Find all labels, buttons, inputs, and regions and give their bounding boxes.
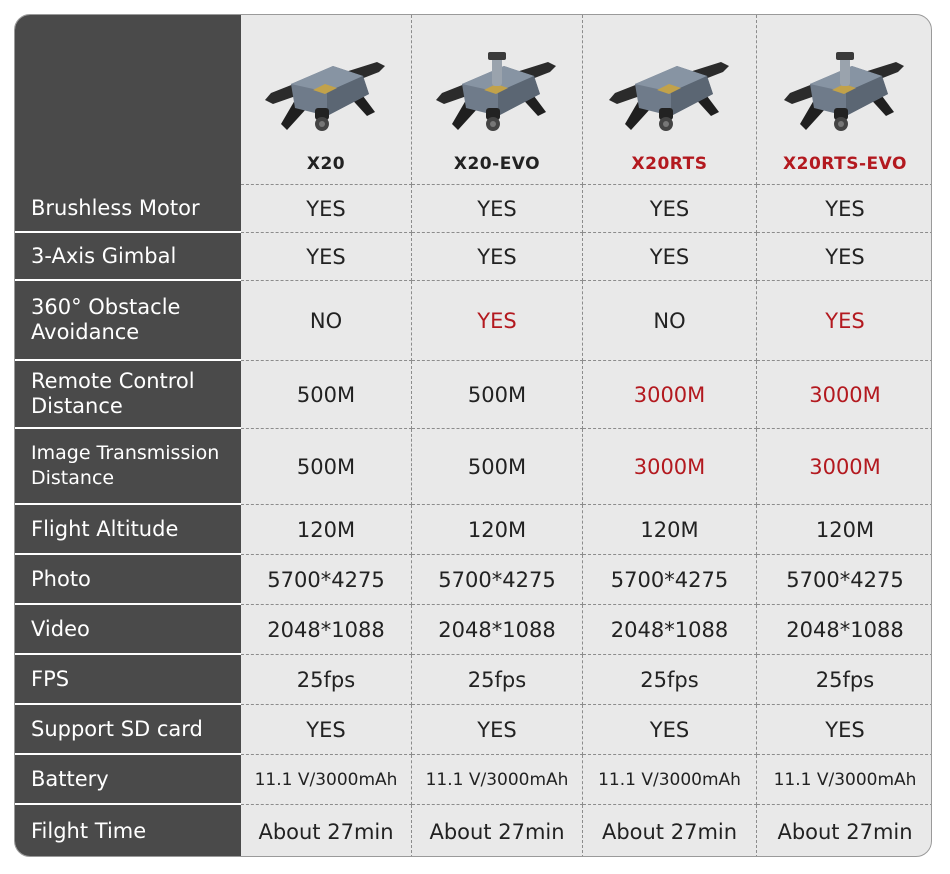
row-label: Support SD card: [15, 705, 241, 755]
model-header-x20: [241, 15, 412, 185]
row-label: Flight Altitude: [15, 505, 241, 555]
table-cell: 11.1 V/3000mAh: [583, 755, 757, 805]
table-cell: 120M: [757, 505, 932, 555]
table-cell: 3000M: [757, 361, 932, 429]
table-cell: 120M: [241, 505, 412, 555]
table-cell: YES: [241, 185, 412, 233]
table-cell: YES: [412, 705, 583, 755]
table-cell: 120M: [412, 505, 583, 555]
drone-with-gimbal-icon: [422, 38, 572, 148]
table-cell: 25fps: [412, 655, 583, 705]
table-cell: 500M: [241, 361, 412, 429]
table-cell: YES: [583, 233, 757, 281]
row-label: Video: [15, 605, 241, 655]
table-cell: 25fps: [241, 655, 412, 705]
table-cell: 5700*4275: [412, 555, 583, 605]
row-label: Image Transmission Distance: [15, 429, 241, 505]
table-cell: 11.1 V/3000mAh: [412, 755, 583, 805]
table-cell: 25fps: [757, 655, 932, 705]
model-name: X20: [306, 154, 346, 174]
table-cell: YES: [412, 233, 583, 281]
table-cell: YES: [412, 281, 583, 361]
table-cell: YES: [412, 185, 583, 233]
table-cell: About 27min: [412, 805, 583, 857]
row-label: Photo: [15, 555, 241, 605]
row-label: Remote Control Distance: [15, 361, 241, 429]
table-cell: 5700*4275: [241, 555, 412, 605]
comparison-grid: [15, 15, 932, 857]
table-cell: YES: [757, 233, 932, 281]
table-cell: 500M: [412, 429, 583, 505]
table-corner: [15, 15, 241, 185]
table-cell: 2048*1088: [241, 605, 412, 655]
row-label: Filght Time: [15, 805, 241, 857]
table-cell: 3000M: [583, 429, 757, 505]
model-header-x20rts: [583, 15, 757, 185]
row-label: 360° Obstacle Avoidance: [15, 281, 241, 361]
table-cell: 11.1 V/3000mAh: [241, 755, 412, 805]
table-cell: YES: [757, 281, 932, 361]
drone-icon: [251, 38, 401, 148]
row-label: FPS: [15, 655, 241, 705]
table-cell: 3000M: [757, 429, 932, 505]
model-name: X20RTS-EVO: [783, 154, 907, 174]
table-cell: About 27min: [583, 805, 757, 857]
table-cell: About 27min: [777, 819, 913, 844]
table-cell: YES: [757, 185, 932, 233]
table-cell: 3000M: [583, 361, 757, 429]
table-cell: 500M: [241, 429, 412, 505]
table-cell: 5700*4275: [757, 555, 932, 605]
table-cell: 2048*1088: [757, 605, 932, 655]
table-cell: NO: [583, 281, 757, 361]
table-cell: 120M: [583, 505, 757, 555]
comparison-table: [14, 14, 932, 857]
model-name: X20-EVO: [453, 154, 541, 174]
model-header-x20-evo: [412, 15, 583, 185]
table-cell: YES: [241, 705, 412, 755]
drone-with-gimbal-icon: [770, 38, 920, 148]
table-cell: 2048*1088: [583, 605, 757, 655]
row-label: Battery: [15, 755, 241, 805]
table-cell: 25fps: [583, 655, 757, 705]
table-cell: 500M: [412, 361, 583, 429]
model-name: X20RTS: [631, 154, 708, 174]
table-cell: 11.1 V/3000mAh: [757, 755, 932, 805]
table-cell: YES: [241, 233, 412, 281]
table-cell: NO: [241, 281, 412, 361]
drone-icon: [595, 38, 745, 148]
table-cell: YES: [583, 185, 757, 233]
model-header-x20rts-evo: [757, 15, 932, 185]
row-label: 3-Axis Gimbal: [15, 233, 241, 281]
table-cell: YES: [757, 705, 932, 755]
table-cell: 2048*1088: [412, 605, 583, 655]
table-cell: YES: [583, 705, 757, 755]
table-cell: About 27min: [241, 805, 412, 857]
row-label: Brushless Motor: [15, 185, 241, 233]
table-cell: 5700*4275: [583, 555, 757, 605]
